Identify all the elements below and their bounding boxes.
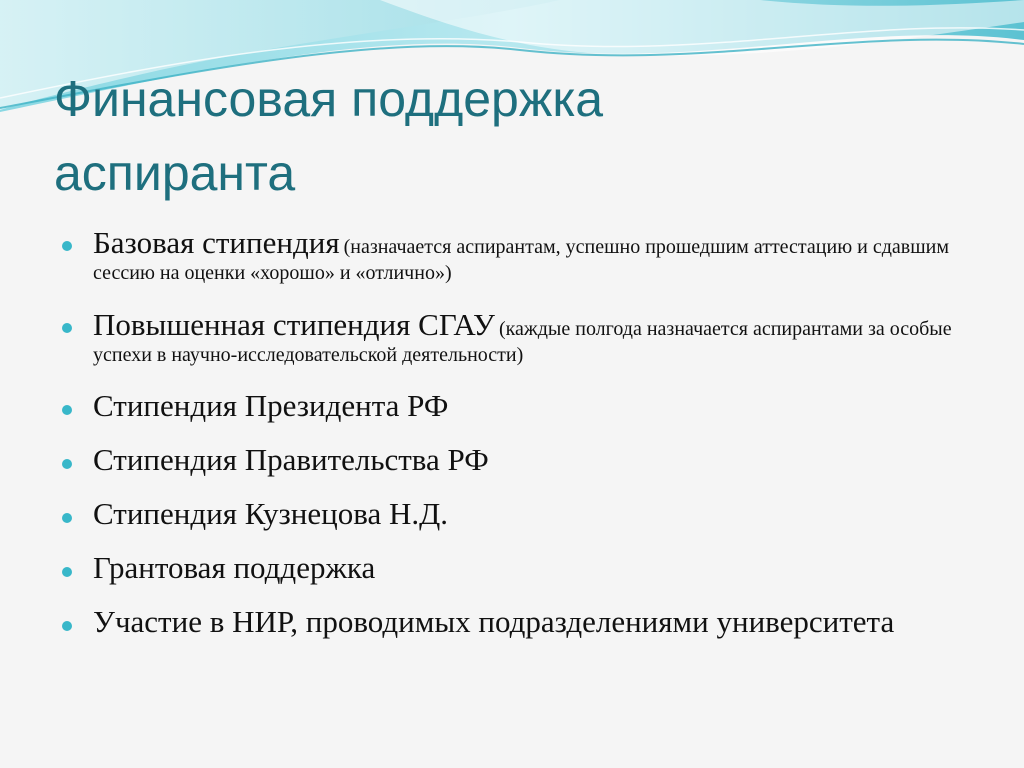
slide-title — [54, 62, 954, 210]
bullet-main-text: Грантовая поддержка — [93, 550, 376, 585]
slide-title-line-2: аспиранта — [54, 145, 296, 201]
bullet-item-kuznetsov-stipend — [62, 498, 962, 530]
bullet-note-text: (назначается аспирантам, успешно прошедшим аттестацию и сдавшим сессию на оценки «хорошо» и «отлично») — [93, 236, 949, 284]
bullet-item-president-stipend — [62, 390, 962, 422]
bullet-main-text: Базовая стипендия — [93, 225, 340, 260]
bullet-note-text: (каждые полгода назначается аспирантами за особые успехи в научно-исследовательской деятельности) — [93, 318, 952, 366]
bullet-main-text: Участие в НИР, проводимых подразделениями университета — [93, 604, 895, 639]
bullet-dot-icon — [62, 459, 72, 469]
bullet-dot-icon — [62, 323, 72, 333]
bullet-dot-icon — [62, 405, 72, 415]
bullet-dot-icon — [62, 241, 72, 251]
bullet-main-text: Стипендия Кузнецова Н.Д. — [93, 496, 449, 531]
bullet-main-text: Стипендия Президента РФ — [93, 388, 449, 423]
bullet-dot-icon — [62, 567, 72, 577]
bullet-dot-icon — [62, 513, 72, 523]
bullet-item-basic-stipend — [62, 226, 962, 286]
bullet-item-grant-support — [62, 552, 962, 584]
bullet-item-government-stipend — [62, 444, 962, 476]
slide-title-line-1: Финансовая поддержка — [54, 71, 604, 127]
bullet-item-increased-stipend — [62, 308, 962, 368]
bullet-main-text: Стипендия Правительства РФ — [93, 442, 489, 477]
bullet-item-research-participation — [62, 606, 962, 638]
bullet-main-text: Повышенная стипендия СГАУ — [93, 307, 495, 342]
bullet-dot-icon — [62, 621, 72, 631]
bullet-list — [62, 226, 962, 660]
